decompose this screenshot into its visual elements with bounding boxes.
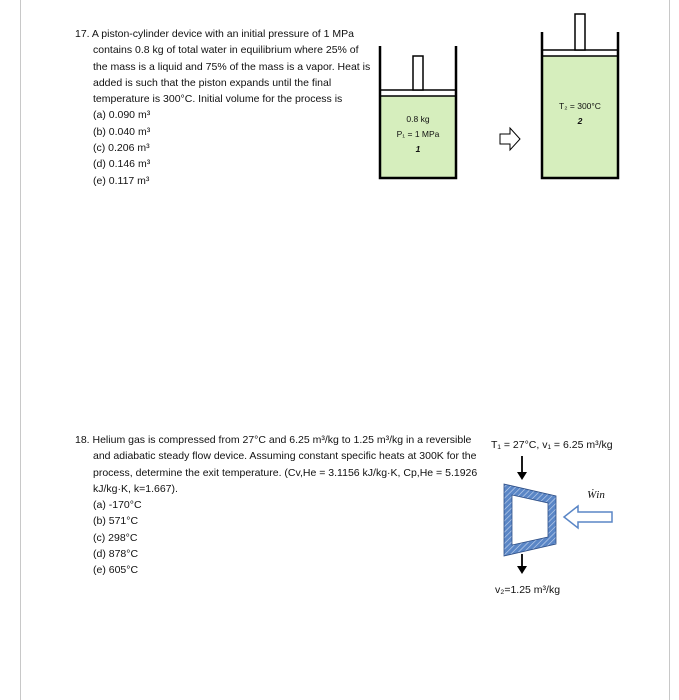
piston-state-1 xyxy=(380,90,456,96)
process-arrow-icon xyxy=(500,128,520,150)
state-1-mass: 0.8 kg xyxy=(406,114,430,124)
option-e: (e) 0.117 m³ xyxy=(93,174,150,187)
state-1-pressure: P₁ = 1 MPa xyxy=(396,129,440,139)
option-d: (d) 0.146 m³ xyxy=(93,158,151,171)
option-c: (c) 298°C xyxy=(93,531,138,544)
piston-rod-state-1 xyxy=(413,56,423,90)
question-18-options xyxy=(75,497,485,578)
option-a: (a) 0.090 m³ xyxy=(93,109,151,122)
state-1-number: 1 xyxy=(415,144,421,154)
cylinder-state-1 xyxy=(380,46,456,178)
question-18 xyxy=(75,432,485,579)
work-input-arrow-icon xyxy=(564,506,612,528)
option-a: (a) -170°C xyxy=(93,499,142,512)
compressor-body xyxy=(504,484,556,556)
outlet-arrow-icon xyxy=(517,554,527,574)
question-18-stem: 18. Helium gas is compressed from 27°C and 6.25 m³/kg to 1.25 m³/kg in a reversible and adiabatic steady flow device. Assuming constant specific heats at 300K for the process, determine the exit temperature. (Cv,He = 3.1156 kJ/kg·K, Cp,He = 5.1926 kJ/kg·K, k=1.667). xyxy=(75,434,478,495)
option-b: (b) 0.040 m³ xyxy=(93,125,151,138)
option-e: (e) 605°C xyxy=(93,564,139,577)
option-b: (b) 571°C xyxy=(93,515,139,528)
option-c: (c) 0.206 m³ xyxy=(93,142,150,155)
question-17 xyxy=(75,26,375,189)
outlet-state-label: v₂=1.25 m³/kg xyxy=(495,584,561,596)
piston-state-2 xyxy=(542,50,618,56)
work-input-label: Ẇin xyxy=(587,489,605,501)
cylinder-state-2 xyxy=(542,14,618,178)
option-d: (d) 878°C xyxy=(93,548,139,561)
question-17-options xyxy=(75,107,375,188)
piston-cylinder-figure xyxy=(370,10,670,190)
compressor-figure xyxy=(490,450,630,580)
state-2-number: 2 xyxy=(577,116,583,126)
piston-rod-state-2 xyxy=(575,14,585,50)
question-17-stem: 17. A piston-cylinder device with an initial pressure of 1 MPa contains 0.8 kg of total water in equilibrium where 25% of the mass is a liquid and 75% of the mass is a vapor. Heat is added is such that the piston expands until the final temperature is 300°C. Initial volume for the process is xyxy=(75,28,371,106)
inlet-state-label: T₁ = 27°C, v₁ = 6.25 m³/kg xyxy=(491,439,613,451)
state-2-temperature: T₂ = 300°C xyxy=(559,101,601,111)
inlet-arrow-icon xyxy=(517,456,527,480)
